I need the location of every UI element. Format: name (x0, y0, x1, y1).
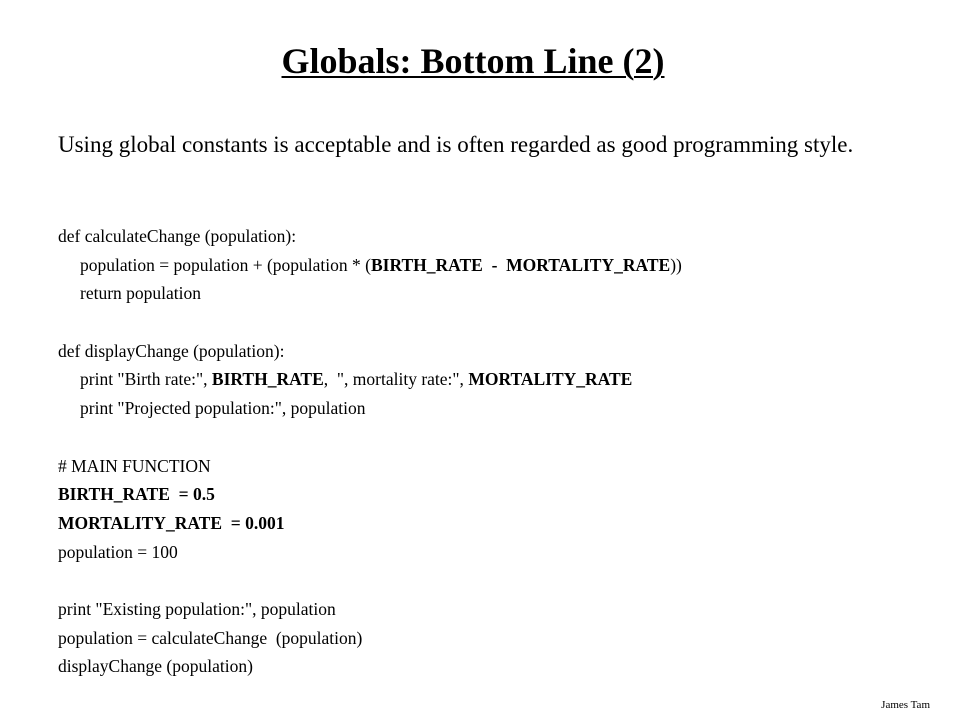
code-line-print-rates (58, 365, 938, 394)
code-constant: BIRTH_RATE (211, 369, 324, 390)
code-text: population = population + (population * ( (80, 254, 371, 275)
blank-line (58, 308, 938, 337)
code-line-population-update (58, 251, 938, 280)
intro-text: Using global constants is acceptable and is often regarded as good programming style. (58, 132, 854, 157)
blank-line (58, 566, 938, 595)
code-line-return: return population (80, 283, 202, 304)
code-line-print-projected: print "Projected population:", population (80, 398, 366, 419)
code-block (58, 222, 938, 681)
code-line-print-existing: print "Existing population:", population (58, 598, 336, 619)
code-text: , ", mortality rate:", (323, 369, 469, 390)
code-line-call-calculate: population = calculateChange (population) (58, 627, 363, 648)
code-line-birth-rate: BIRTH_RATE = 0.5 (58, 484, 215, 505)
code-line-mortality-rate: MORTALITY_RATE = 0.001 (58, 512, 285, 533)
code-line-population-init: population = 100 (58, 541, 178, 562)
blank-line (58, 423, 938, 452)
code-line-comment: # MAIN FUNCTION (58, 455, 211, 476)
code-constant: MORTALITY_RATE (468, 369, 633, 390)
slide-title: Globals: Bottom Line (2) (281, 41, 665, 81)
code-line-def-calculate: def calculateChange (population): (58, 226, 297, 246)
author-footer: James Tam (881, 699, 930, 711)
code-text: )) (670, 254, 682, 275)
code-constant: BIRTH_RATE - MORTALITY_RATE (370, 254, 671, 275)
code-line-call-display: displayChange (population) (58, 656, 253, 677)
code-line-def-display: def displayChange (population): (58, 340, 285, 361)
code-text: print "Birth rate:", (80, 369, 212, 390)
